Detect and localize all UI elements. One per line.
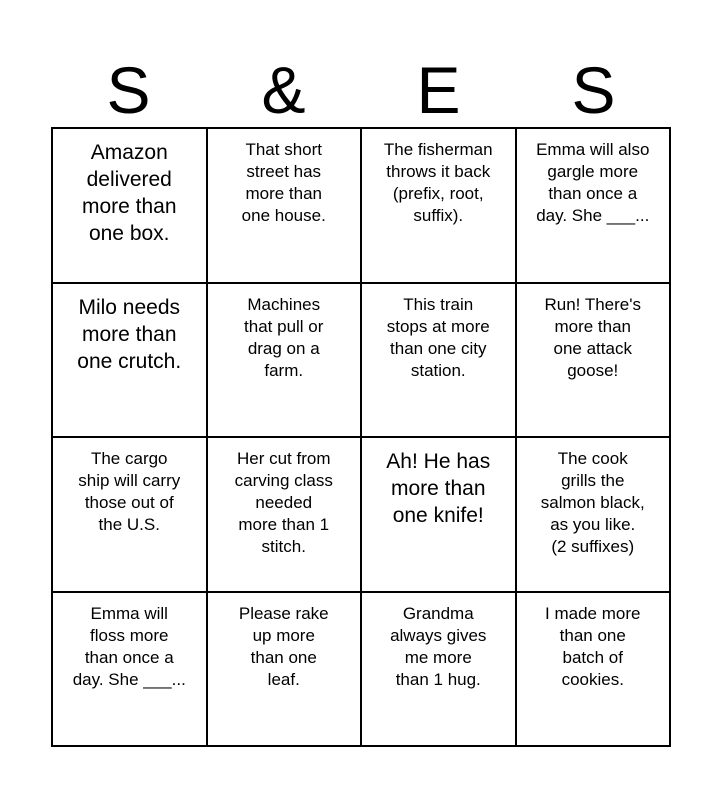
header-letter-ampersand: & (261, 53, 306, 127)
bingo-cell[interactable] (208, 438, 363, 593)
cell-text: This train stops at more than one city station. (386, 294, 490, 380)
cell-text: Amazon delivered more than one box. (81, 141, 177, 245)
cell-text: Ah! He has more than one knife! (386, 450, 491, 527)
header-letter-e: E (416, 53, 461, 127)
bingo-cell[interactable] (362, 438, 517, 593)
header-letter-s1: S (106, 53, 151, 127)
bingo-cell[interactable] (517, 284, 672, 439)
bingo-cell[interactable] (362, 284, 517, 439)
bingo-cell[interactable] (362, 129, 517, 284)
cell-text: Her cut from carving class needed more than 1 stitch. (234, 449, 333, 556)
bingo-cell[interactable] (208, 593, 363, 748)
bingo-header (51, 52, 671, 128)
cell-text: Machines that pull or drag on a farm. (244, 294, 324, 380)
bingo-grid (51, 127, 671, 747)
cell-text: The fisherman throws it back (prefix, root, suffix). (383, 140, 493, 225)
bingo-cell[interactable] (517, 438, 672, 593)
cell-text: I made more than one batch of cookies. (545, 603, 641, 689)
bingo-cell[interactable] (208, 284, 363, 439)
bingo-cell[interactable] (53, 593, 208, 748)
header-letter-s2: S (571, 53, 616, 127)
bingo-cell[interactable] (517, 593, 672, 748)
bingo-cell[interactable] (53, 129, 208, 284)
bingo-cell[interactable] (53, 438, 208, 593)
bingo-cell[interactable] (208, 129, 363, 284)
cell-text: Milo needs more than one crutch. (77, 295, 182, 373)
cell-text: Grandma always gives me more than 1 hug. (390, 603, 487, 689)
cell-text: Emma will floss more than once a day. She ___... (72, 603, 186, 689)
cell-text: The cargo ship will carry those out of the U.S. (78, 449, 181, 534)
cell-text: The cook grills the salmon black, as you like. (2 suffixes) (540, 449, 645, 556)
bingo-cell[interactable] (517, 129, 672, 284)
cell-text: Please rake up more than one leaf. (238, 603, 329, 689)
cell-text: That short street has more than one house. (241, 140, 326, 225)
cell-text: Emma will also gargle more than once a day. She ___... (536, 140, 650, 225)
bingo-cell[interactable] (362, 593, 517, 748)
bingo-cell[interactable] (53, 284, 208, 439)
cell-text: Run! There's more than one attack goose! (544, 294, 641, 380)
